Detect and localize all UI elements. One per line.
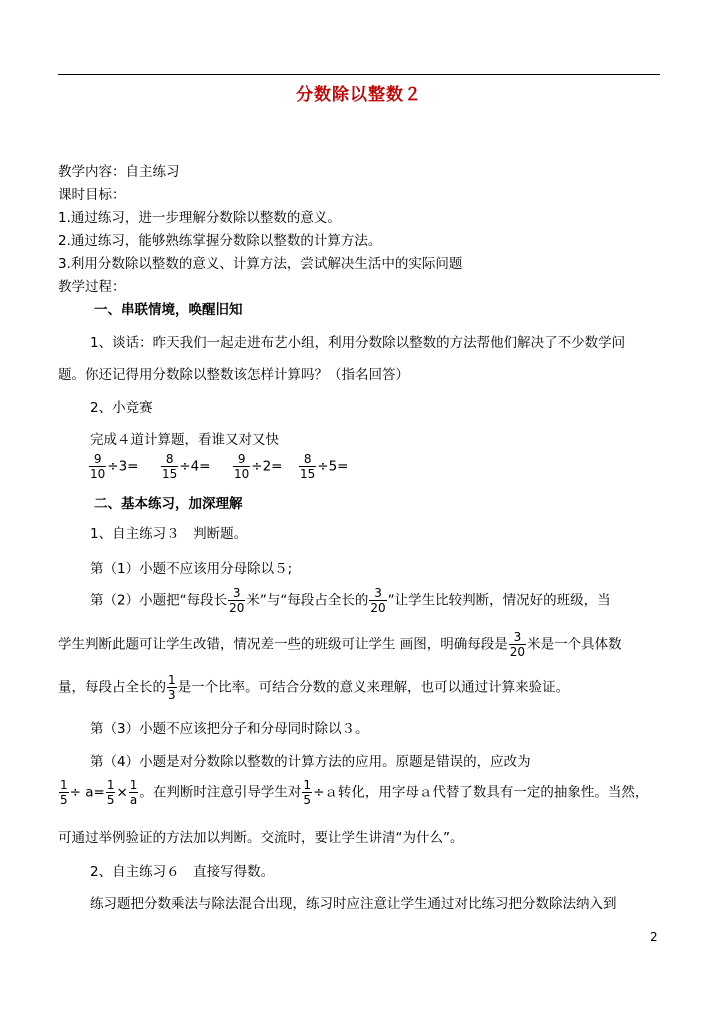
section2-heading: 二、基本练习，加深理解 <box>94 496 243 512</box>
section1-heading: 一、串联情境，唤醒旧知 <box>94 302 243 318</box>
s1-p2: 2、小竞赛 <box>90 400 153 416</box>
s2-p8: $\frac{1}{5}$ ÷ a= $\frac{1}{5}$ × $\frac{1}{a}$ 。在判断时注意引导学生对 $\frac{1}{5}$ ÷ａ转化，用字母ａ代替了数具有一定的抽象性。当然， <box>60 778 649 807</box>
fraction: $\frac{9}{10}$ <box>90 452 106 481</box>
s1-p1-line1: 1、谈话：昨天我们一起走进布艺小组，利用分数除以整数的方法帮他们解决了不少数学问 <box>90 335 626 351</box>
exercise-4: $\frac{8}{15}$ ÷5= <box>300 452 349 481</box>
fraction: $\frac{9}{10}$ <box>234 452 250 481</box>
fraction: $\frac{1}{3}$ <box>168 673 176 702</box>
fraction: $\frac{1}{a}$ <box>129 778 138 807</box>
s1-p3: 完成４道计算题，看谁又对又快 <box>90 432 279 448</box>
s2-p5: 量，每段占全长的 $\frac{1}{3}$ 是一个比率。可结合分数的意义来理解，也可以通过计算来验证。 <box>58 673 570 702</box>
exercise-2: $\frac{8}{15}$ ÷4= <box>162 452 211 481</box>
fraction: $\frac{3}{20}$ <box>229 586 245 615</box>
s2-p2: 第（1）小题不应该用分母除以５; <box>90 561 293 577</box>
fraction: $\frac{8}{15}$ <box>162 452 178 481</box>
fraction: $\frac{8}{15}$ <box>300 452 316 481</box>
goal-1: 1.通过练习，进一步理解分数除以整数的意义。 <box>58 210 341 226</box>
content-line: 教学内容：自主练习 <box>58 164 180 180</box>
s2-p6: 第（3）小题不应该把分子和分母同时除以３。 <box>90 721 369 737</box>
page-number: 2 <box>650 930 658 944</box>
s2-p3: 第（2）小题把“每段长 $\frac{3}{20}$ 米”与“每段占全长的 $\frac{3}{20}$ ”让学生比较判断，情况好的班级，当 <box>90 586 611 615</box>
fraction: $\frac{1}{5}$ <box>106 778 115 807</box>
fraction: $\frac{3}{20}$ <box>370 586 386 615</box>
s2-p10: 2、自主练习６ 直接写得数。 <box>90 864 275 880</box>
s2-p11: 练习题把分数乘法与除法混合出现，练习时应注意让学生通过对比练习把分数除法纳入到 <box>90 896 617 912</box>
s2-p7: 第（4）小题是对分数除以整数的计算方法的应用。原题是错误的，应改为 <box>90 754 531 770</box>
goal-2: 2.通过练习，能够熟练掌握分数除以整数的计算方法。 <box>58 233 382 249</box>
exercise-3: $\frac{9}{10}$ ÷2= <box>234 452 283 481</box>
exercise-1: $\frac{9}{10}$ ÷3= <box>90 452 139 481</box>
fraction: $\frac{1}{5}$ <box>60 778 68 807</box>
s2-p4: 学生判断此题可让学生改错，情况差一些的班级可让学生 画图，明确每段是 $\frac{3}{20}$ 米是一个具体数 <box>58 630 622 659</box>
goal-3: 3.利用分数除以整数的意义、计算方法，尝试解决生活中的实际问题 <box>58 256 463 272</box>
s1-p1-line2: 题。你还记得用分数除以整数该怎样计算吗？（指名回答） <box>58 367 409 383</box>
fraction: $\frac{3}{20}$ <box>509 630 526 659</box>
page-title: 分数除以整数２ <box>296 85 422 105</box>
s2-p9: 可通过举例验证的方法加以判断。交流时，要让学生讲清“为什么”。 <box>58 830 464 846</box>
process-label: 教学过程： <box>58 279 126 295</box>
s2-p1: 1、自主练习３ 判断题。 <box>90 526 248 542</box>
fraction: $\frac{1}{5}$ <box>303 778 312 807</box>
header-rule <box>58 74 660 75</box>
goal-label: 课时目标： <box>58 187 126 203</box>
